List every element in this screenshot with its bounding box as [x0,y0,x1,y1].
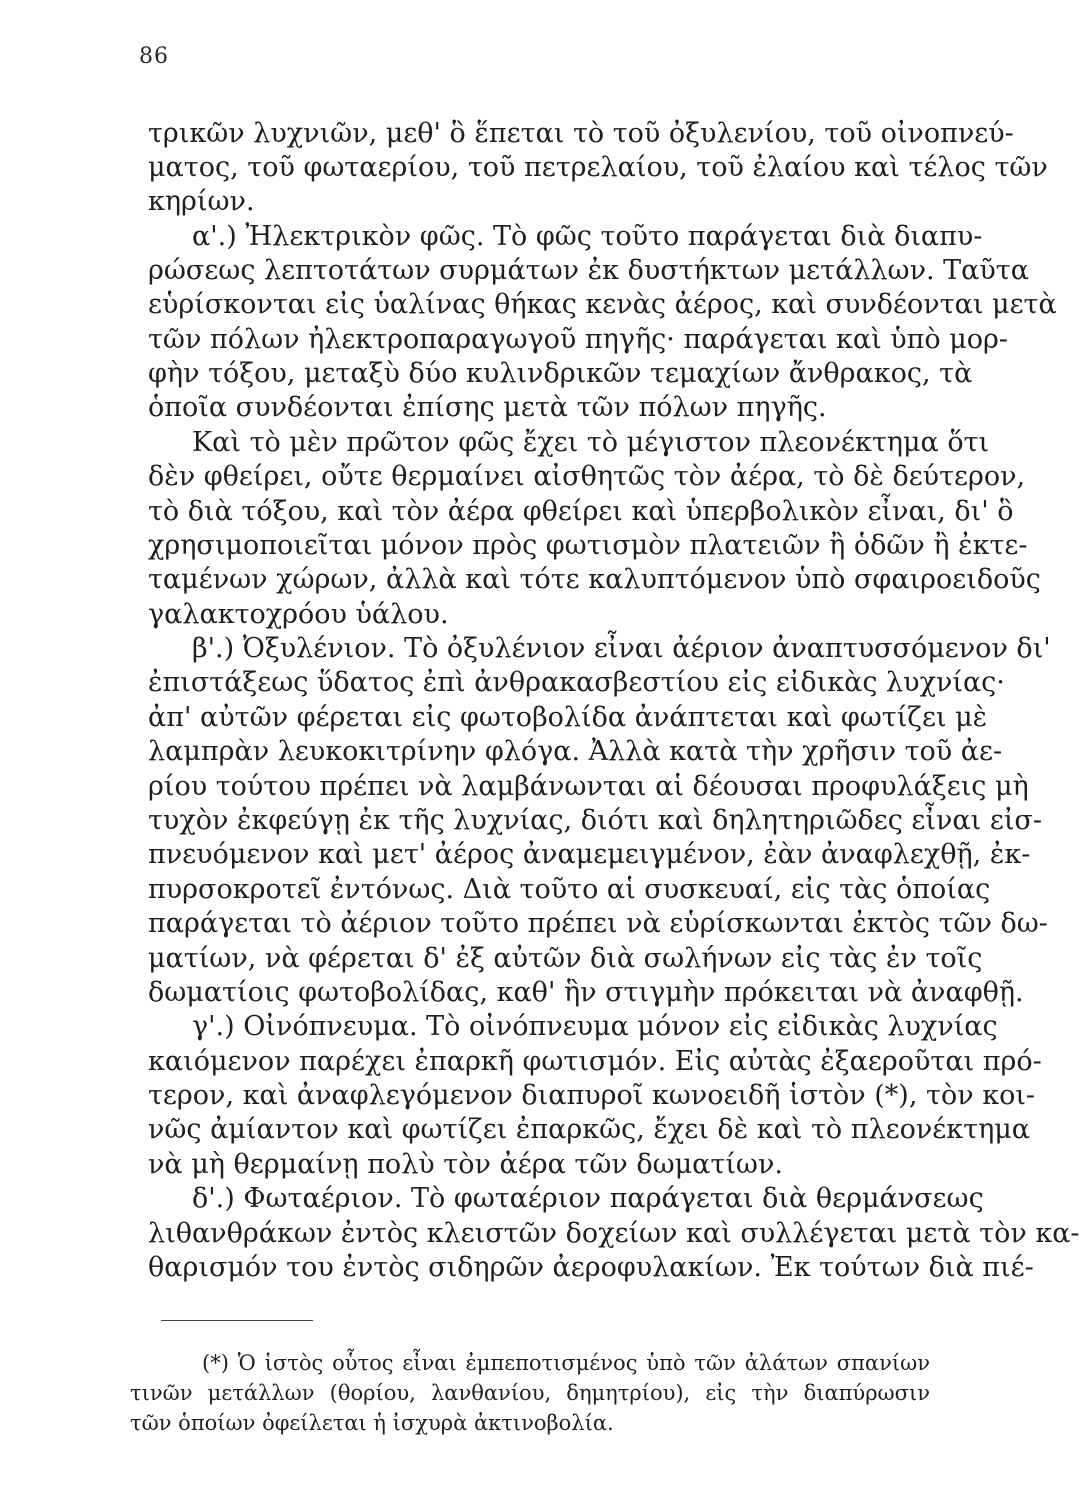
text-line: πνευόμενον καὶ μετ' ἀέρος ἀναμεμειγμένον, ἐὰν ἀναφλεχθῇ, ἐκ- [148,839,1031,870]
section-heading-line: β'.) Ὀξυλένιον. Τὸ ὀξυλένιον εἶναι ἀέριον ἀναπτυσσόμενον δι' [192,633,1051,664]
text-line: ρίου τούτου πρέπει νὰ λαμβάνωνται αἱ δέουσαι προφυλάξεις μὴ [148,771,1029,802]
text-line: κηρίων. [148,186,255,217]
text-line: φὴν τόξου, μεταξὺ δύο κυλινδρικῶν τεμαχίων ἄνθρακος, τὰ [148,358,973,389]
text-line: ματίων, νὰ φέρεται δ' ἐξ αὐτῶν διὰ σωλήνων εἰς τὰς ἐν τοῖς [148,943,983,974]
text-line: τυχὸν ἐκφεύγῃ ἐκ τῆς λυχνίας, διότι καὶ δηλητηριῶδες εἶναι εἰσ- [148,805,1042,836]
section-heading-line: α'.) Ἠλεκτρικὸν φῶς. Τὸ φῶς τοῦτο παράγεται διὰ διαπυ- [192,221,983,252]
text-line: καιόμενον παρέχει ἐπαρκῆ φωτισμόν. Εἰς αὐτὰς ἐξαεροῦται πρό- [148,1046,1042,1077]
text-line: ρώσεως λεπτοτάτων συρμάτων ἐκ δυστήκτων μετάλλων. Ταῦτα [148,255,1029,286]
text-line: ἀπ' αὐτῶν φέρεται εἰς φωτοβολίδα ἀνάπτεται καὶ φωτίζει μὲ [148,702,988,733]
paragraph-first-line: Καὶ τὸ μὲν πρῶτον φῶς ἔχει τὸ μέγιστον πλεονέκτημα ὅτι [192,427,990,458]
text-line: δὲν φθείρει, οὔτε θερμαίνει αἰσθητῶς τὸν ἀέρα, τὸ δὲ δεύτερον, [148,461,1026,492]
text-line: τερον, καὶ ἀναφλεγόμενον διαπυροῖ κωνοειδῆ ἱστὸν (*), τὸν κοι- [148,1080,1036,1111]
text-line: χρησιμοποιεῖται μόνον πρὸς φωτισμὸν πλατειῶν ἢ ὁδῶν ἢ ἐκτε- [148,530,1028,561]
text-line: ὁποῖα συνδέονται ἐπίσης μετὰ τῶν πόλων πηγῆς. [148,392,827,423]
footnote-separator [161,1320,313,1321]
text-line: λαμπρὰν λευκοκιτρίνην φλόγα. Ἀλλὰ κατὰ τὴν χρῆσιν τοῦ ἀε- [148,736,1003,767]
text-line: τῶν πόλων ἠλεκτροπαραγωγοῦ πηγῆς· παράγεται καὶ ὑπὸ μορ- [148,324,1009,355]
text-line: νῶς ἀμίαντον καὶ φωτίζει ἐπαρκῶς, ἔχει δὲ καὶ τὸ πλεονέκτημα [148,1114,1031,1145]
footnote-line: (*) Ὁ ἱστὸς οὗτος εἶναι ἐμπεποτισμένος ὑπὸ τῶν ἀλάτων σπανίων [202,1351,930,1375]
text-line: τὸ διὰ τόξου, καὶ τὸν ἀέρα φθείρει καὶ ὑπερβολικὸν εἶναι, δι' ὃ [148,496,1014,527]
text-line: λιθανθράκων ἐντὸς κλειστῶν δοχείων καὶ συλλέγεται μετὰ τὸν κα- [148,1218,1080,1249]
text-line: ματος, τοῦ φωταερίου, τοῦ πετρελαίου, τοῦ ἐλαίου καὶ τέλος τῶν [148,152,1048,183]
text-line: ταμένων χώρων, ἀλλὰ καὶ τότε καλυπτόμενον ὑπὸ σφαιροειδοῦς [148,564,1041,595]
footnote-line: τῶν ὁποίων ὀφείλεται ἡ ἰσχυρὰ ἀκτινοβολία. [130,1411,614,1435]
text-line: γαλακτοχρόου ὑάλου. [148,599,449,630]
text-line: δωματίοις φωτοβολίδας, καθ' ἣν στιγμὴν πρόκειται νὰ ἀναφθῇ. [148,977,1024,1008]
page-number: 86 [139,44,169,69]
text-line: πυρσοκροτεῖ ἐντόνως. Διὰ τοῦτο αἱ συσκευαί, εἰς τὰς ὁποίας [148,874,991,905]
text-line: ἐπιστάξεως ὕδατος ἐπὶ ἀνθρακασβεστίου εἰς εἰδικὰς λυχνίας· [148,667,1005,698]
section-heading-line: δ'.) Φωταέριον. Τὸ φωταέριον παράγεται διὰ θερμάνσεως [192,1183,984,1214]
text-line: εὑρίσκονται εἰς ὑαλίνας θήκας κενὰς ἀέρος, καὶ συνδέονται μετὰ [148,289,1057,320]
text-line: τρικῶν λυχνιῶν, μεθ' ὃ ἕπεται τὸ τοῦ ὀξυλενίου, τοῦ οἰνοπνεύ- [148,118,1014,149]
footnote-line: τινῶν μετάλλων (θορίου, λανθανίου, δημητρίου), εἰς τὴν διαπύρωσιν [130,1381,930,1405]
text-line: νὰ μὴ θερμαίνῃ πολὺ τὸν ἀέρα τῶν δωματίων. [148,1149,783,1180]
text-line: θαρισμόν του ἐντὸς σιδηρῶν ἀεροφυλακίων. Ἐκ τούτων διὰ πιέ- [148,1252,1034,1283]
text-line: παράγεται τὸ ἀέριον τοῦτο πρέπει νὰ εὑρίσκωνται ἐκτὸς τῶν δω- [148,908,1048,939]
section-heading-line: γ'.) Οἰνόπνευμα. Τὸ οἰνόπνευμα μόνον εἰς εἰδικὰς λυχνίας [192,1011,998,1042]
